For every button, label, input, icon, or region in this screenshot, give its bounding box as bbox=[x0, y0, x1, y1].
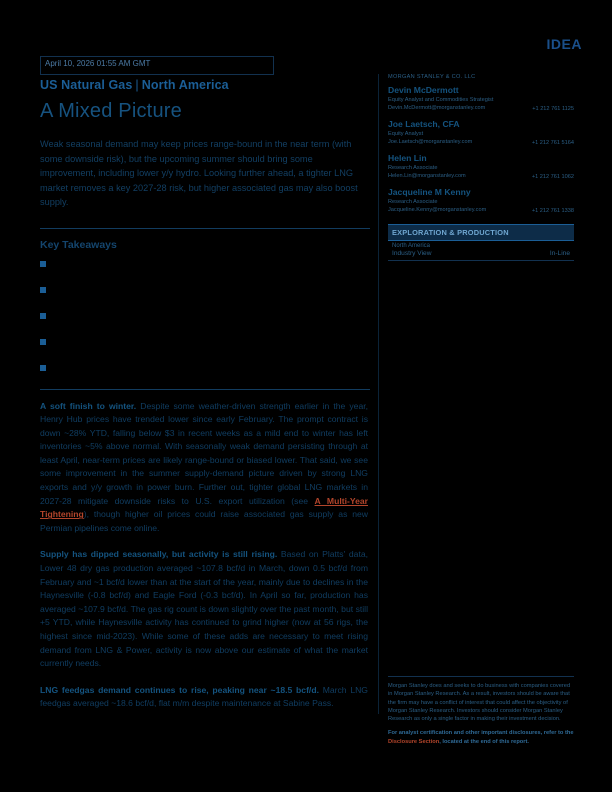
key-takeaways-list bbox=[40, 259, 360, 369]
publication-date-box bbox=[40, 56, 274, 75]
divider-above-takeaways bbox=[40, 228, 370, 229]
list-item bbox=[40, 363, 360, 369]
inline-report-link[interactable]: A Multi-Year Tightening bbox=[40, 495, 368, 520]
body-paragraph-3 bbox=[40, 684, 368, 711]
analyst-phone: +1 212 761 1125 bbox=[532, 106, 574, 112]
kicker-left: US Natural Gas bbox=[40, 78, 133, 92]
industry-view-value: In-Line bbox=[549, 250, 570, 257]
paragraph-tail-1: ), though higher oil prices could raise associated gas supply as new Permian pipelines come online. bbox=[40, 509, 368, 533]
sector-header: EXPLORATION & PRODUCTION bbox=[388, 224, 574, 241]
analyst-name: Helen Lin bbox=[388, 153, 427, 163]
paragraph-text-1: Despite some weather-driven strength earlier in the year, Henry Hub prices have trended lower since early February. The prompt contract is down ~28% YTD, falling below $3 in recent weeks as a mild end to winter has left inventories ~5% above normal. With seasonally weak demand persisting through at least April, near-term prices are likely range-bound or biased lower. That said, we see some improvement in the summer supply-demand picture driven by strong LNG exports and y/y growth in power burn. Further out, tighter global LNG markets in 2027-28 mitigate downside risks to U.S. export utilization (see bbox=[40, 400, 369, 506]
report-summary: Weak seasonal demand may keep prices range-bound in the near term (with some downside risk), but the upcoming summer should bring some improvement, including lower y/y hydro. Looking further ahead, a tighter LNG market removes a key 2027-28 risk, but higher associated gas may also boost supply. bbox=[40, 139, 358, 207]
paragraph-text-3: March LNG feedgas averaged ~18.6 bcf/d, flat m/m despite maintenance at Sabine Pass. bbox=[40, 684, 368, 709]
key-takeaways-heading: Key Takeaways bbox=[40, 238, 117, 251]
analyst-role: Equity Analyst bbox=[388, 131, 424, 137]
paragraph-lead-2: Supply has dipped seasonally, but activity is still rising. bbox=[40, 549, 278, 560]
list-item bbox=[40, 337, 360, 343]
list-item bbox=[40, 285, 360, 291]
analyst-entry bbox=[388, 119, 574, 146]
disclosure-text-pre: For analyst certification and other important disclosures, refer to the bbox=[388, 730, 574, 737]
analyst-role: Equity Analyst and Commodities Strategist bbox=[388, 97, 494, 103]
analyst-entry bbox=[388, 85, 574, 112]
list-item bbox=[40, 311, 360, 317]
analyst-email[interactable]: Devin.McDermott@morganstanley.com bbox=[388, 105, 486, 111]
paragraph-lead-3: LNG feedgas demand continues to rise, peaking near ~18.5 bcf/d. bbox=[40, 684, 319, 695]
kicker-right: North America bbox=[141, 78, 229, 92]
list-item bbox=[40, 259, 360, 265]
analyst-sidebar bbox=[388, 74, 574, 261]
analyst-role: Research Associate bbox=[388, 199, 438, 205]
analyst-organization: MORGAN STANLEY & CO. LLC bbox=[388, 74, 476, 80]
body-paragraph-1 bbox=[40, 400, 368, 536]
analyst-entry bbox=[388, 153, 574, 180]
report-kicker bbox=[40, 78, 370, 92]
analyst-entry bbox=[388, 187, 574, 214]
paragraph-lead-1: A soft finish to winter. bbox=[40, 400, 137, 411]
analyst-email[interactable]: Helen.Lin@morganstanley.com bbox=[388, 173, 466, 179]
sector-region: North America bbox=[392, 243, 431, 249]
disclosure-paragraph-1: Morgan Stanley does and seeks to do business with companies covered in Morgan Stanley Research. As a result, investors should be aware that the firm may have a conflict of interest that could affect the objectivity of Morgan Stanley Research. Investors should consider Morgan Stanley Research as only a single factor in making their investment decision. bbox=[388, 683, 571, 723]
disclosure-section-link[interactable]: Disclosure Section bbox=[388, 738, 440, 745]
analyst-name: Joe Laetsch, CFA bbox=[388, 119, 460, 129]
analyst-name: Devin McDermott bbox=[388, 85, 459, 95]
brand-logo: IDEA bbox=[546, 36, 582, 52]
analyst-email[interactable]: Jacqueline.Kenny@morganstanley.com bbox=[388, 207, 487, 213]
kicker-separator: | bbox=[135, 78, 139, 92]
industry-view-row bbox=[388, 249, 574, 261]
disclosure-paragraph-2 bbox=[388, 729, 574, 746]
analyst-phone: +1 212 761 1062 bbox=[531, 174, 574, 180]
analyst-email[interactable]: Joe.Laetsch@morganstanley.com bbox=[388, 139, 473, 145]
industry-view-label: Industry View bbox=[392, 250, 432, 257]
paragraph-text-2: Based on Platts' data, Lower 48 dry gas production averaged ~107.8 bcf/d in March, down 0.5 bcf/d from February and ~1 bcf/d lower than at the start of the year, mainly due to declines in the Haynesville (-0.8 bcf/d) and Eagle Ford (-0.3 bcf/d). In April so far, production has averaged ~107.9 bcf/d. The gas rig count is down slightly over the past month, but still +5 YTD, while Haynesville activity has continued to grind higher (now at 56 rigs, the highest since mid-2023). While some of these adds are necessary to meet rising demand from LNG & Power, activity is now above our estimate of what the market currently needs. bbox=[40, 549, 368, 669]
divider-below-takeaways bbox=[40, 389, 370, 390]
body-paragraph-2 bbox=[40, 548, 368, 670]
disclosure-text-post: , located at the end of this report. bbox=[439, 738, 529, 745]
page-title: A Mixed Picture bbox=[40, 100, 182, 122]
analyst-phone: +1 212 761 5164 bbox=[531, 140, 574, 146]
disclosure-block bbox=[388, 676, 574, 752]
analyst-role: Research Associate bbox=[388, 165, 438, 171]
column-divider bbox=[378, 74, 379, 714]
analyst-name: Jacqueline M Kenny bbox=[388, 187, 471, 197]
publication-date: April 10, 2026 01:55 AM GMT bbox=[45, 59, 151, 68]
main-column bbox=[40, 78, 370, 724]
analyst-phone: +1 212 761 1338 bbox=[531, 208, 574, 214]
